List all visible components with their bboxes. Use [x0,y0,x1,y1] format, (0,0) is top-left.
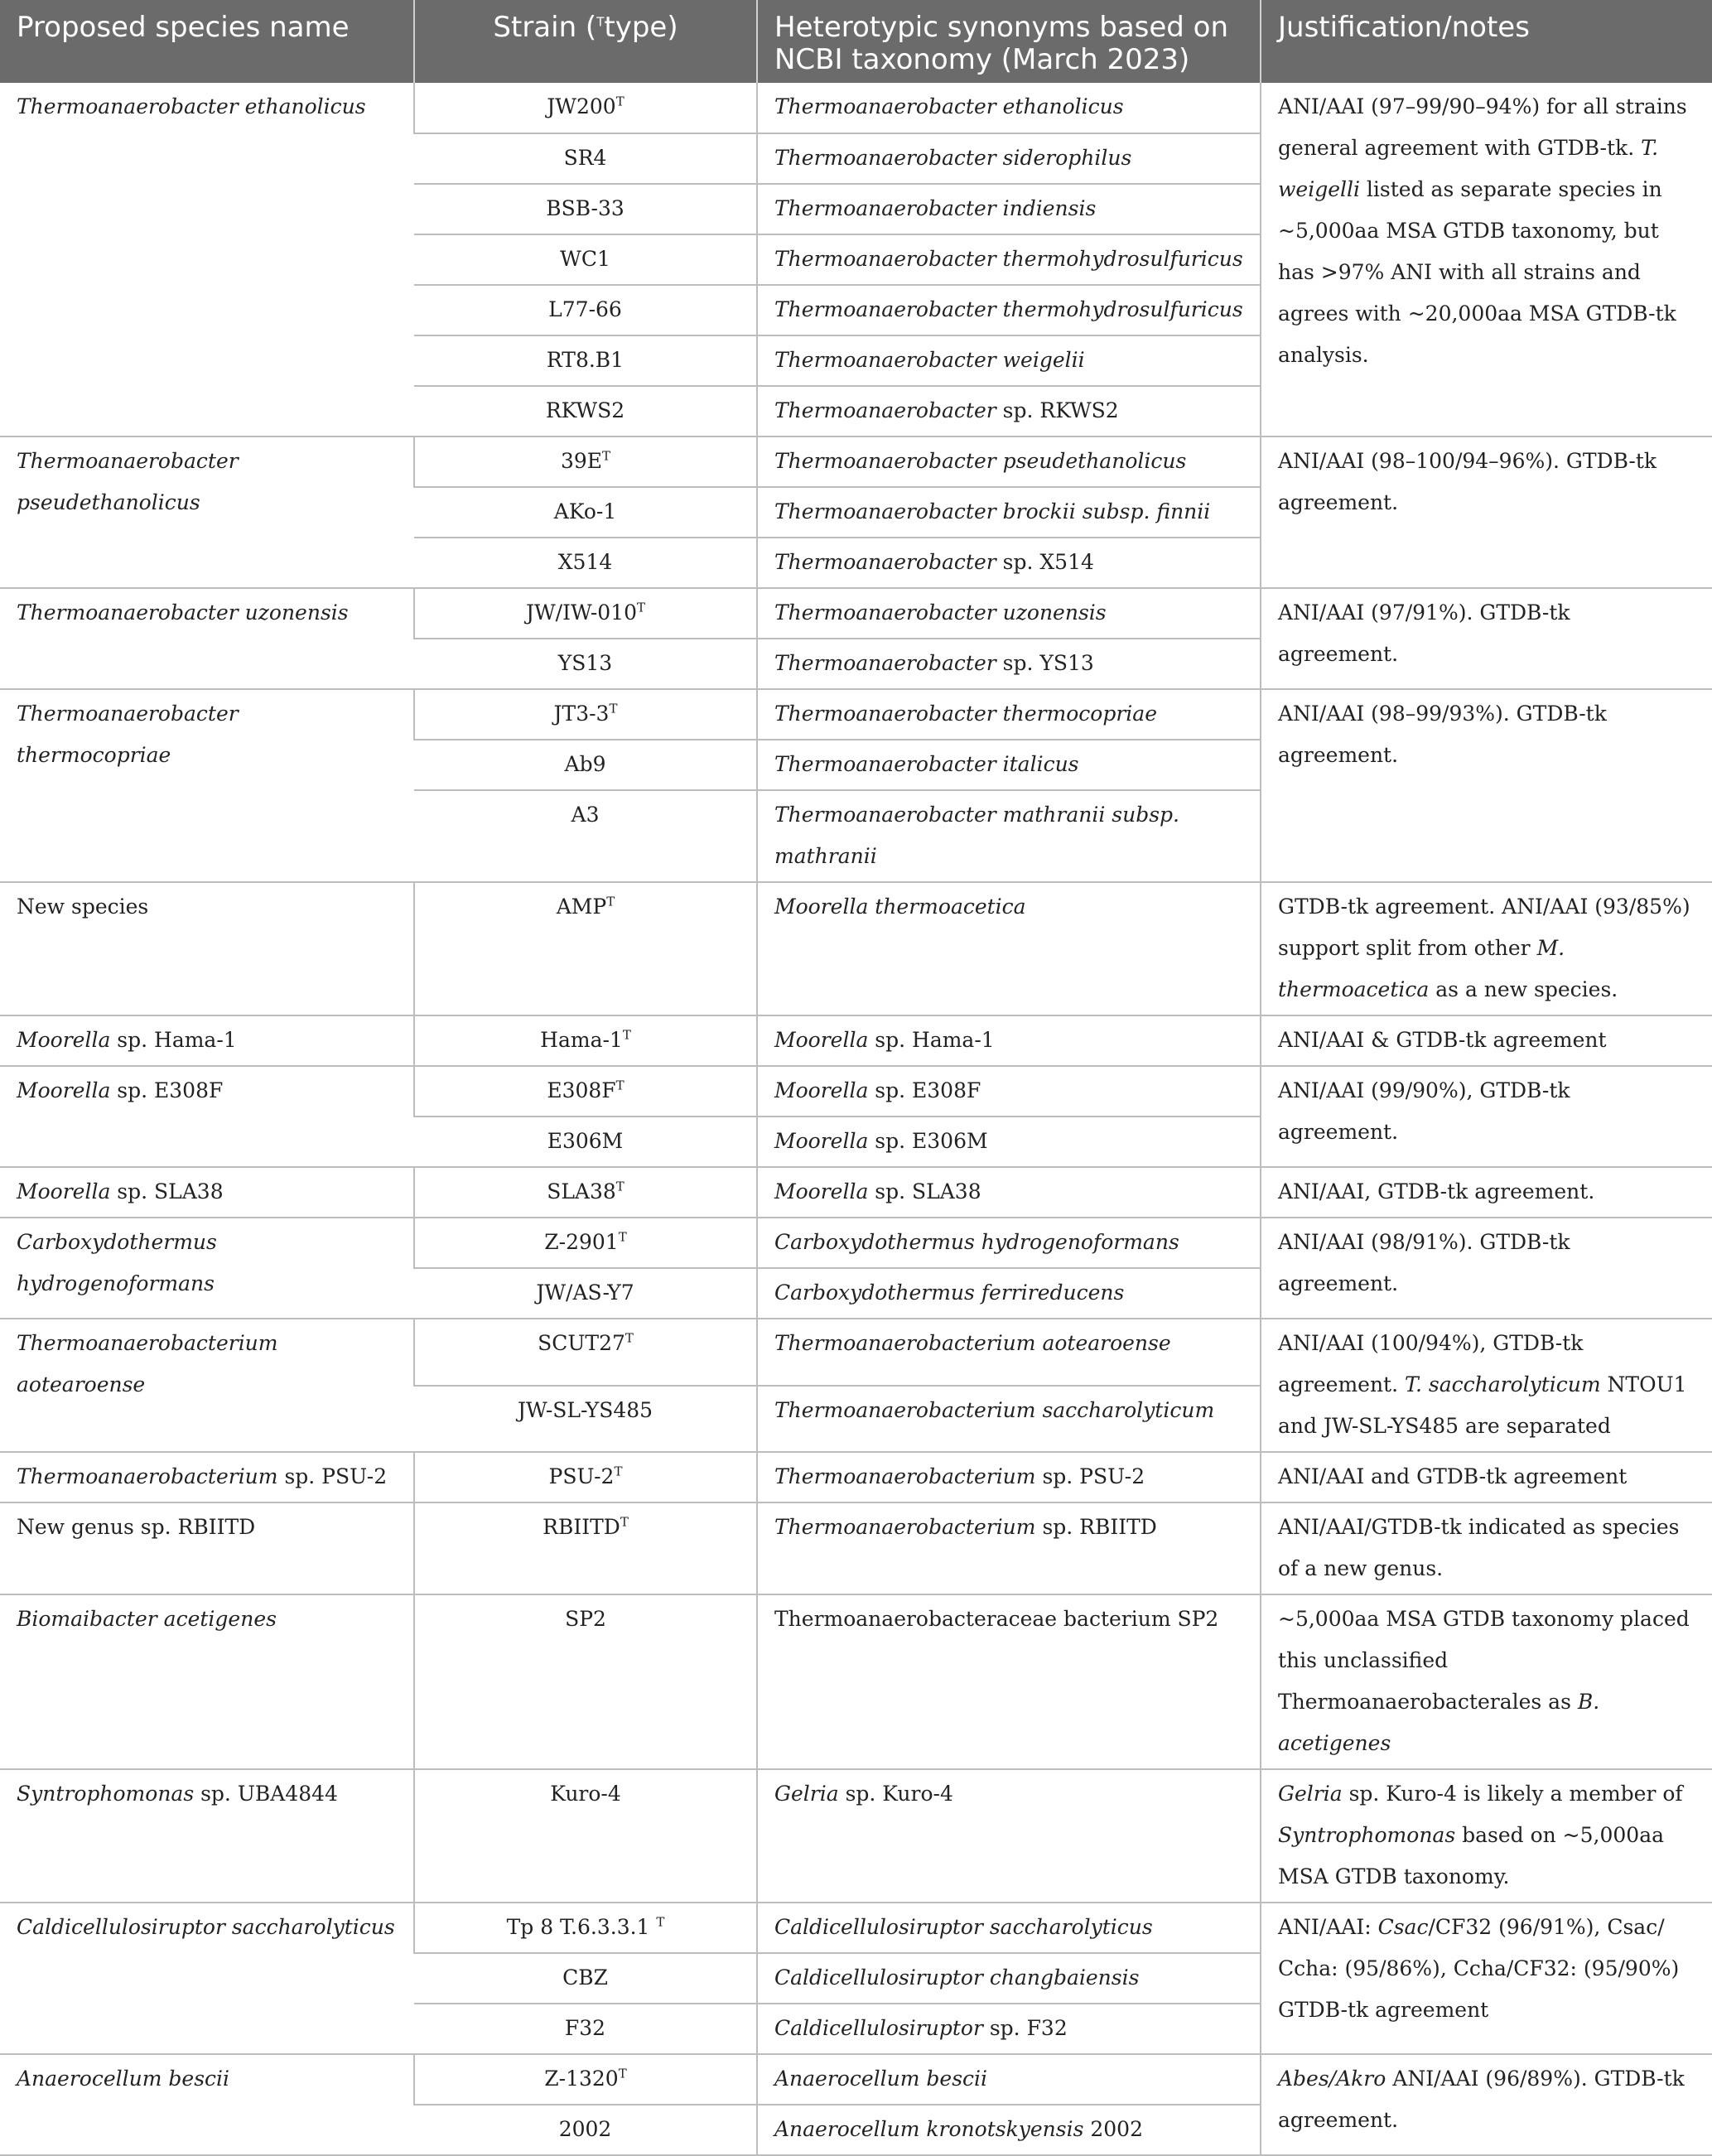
text-run: ANI/AAI (100/94%), GTDB-tk agreement. [1278,1331,1584,1396]
table-body [0,83,1712,2155]
text-run: Csac [1377,1915,1429,1939]
synonym-cell [757,234,1261,285]
strain-cell [414,386,757,437]
proposed-species-cell [0,1502,414,1594]
strain-name: Z-2901 [544,1230,619,1254]
table-row [0,1502,1712,1594]
text-run: sp. PSU-2 [277,1464,388,1488]
text-run: ~5,000aa MSA GTDB taxonomy placed this unclassified Thermoanaerobacterales as [1278,1607,1690,1714]
text-run: Caldicellulosiruptor [774,2016,983,2040]
justification-cell [1261,1502,1712,1594]
text-run: ANI/AAI (99/90%), GTDB-tk agreement. [1278,1078,1570,1144]
type-strain-marker: T [615,94,625,109]
text-run: Thermoanaerobacter weigelii [774,348,1085,372]
strain-name: RKWS2 [545,398,625,422]
strain-cell [414,1015,757,1066]
strain-cell [414,740,757,790]
text-run: Abes/Akro [1278,2067,1386,2091]
type-strain-marker: T [637,600,646,615]
synonym-cell [757,285,1261,335]
text-run: Anaerocellum bescii [17,2067,230,2091]
strain-name: RT8.B1 [546,348,625,372]
table-row [0,1066,1712,1117]
text-run: Moorella thermoacetica [774,895,1026,919]
synonym-cell [757,689,1261,740]
justification-cell [1261,588,1712,689]
synonym-cell [757,588,1261,639]
strain-cell [414,83,757,133]
text-run: Thermoanaerobacter brockii subsp. finnii [774,499,1211,523]
synonym-cell [757,2105,1261,2155]
proposed-species-cell [0,588,414,689]
text-run: Thermoanaerobacter [774,550,996,574]
table-row [0,1015,1712,1066]
text-run: Thermoanaerobacter pseudethanolicus [17,449,239,514]
synonym-cell [757,487,1261,538]
synonym-cell [757,2004,1261,2054]
text-run: Thermoanaerobacter thermohydrosulfuricus [774,247,1243,271]
table-row [0,1903,1712,1953]
header-strain-prefix: Strain ( [493,11,597,44]
strain-cell [414,2004,757,2054]
strain-name: JW200 [547,94,616,118]
strain-cell [414,1502,757,1594]
text-run: Thermoanaerobacter siderophilus [774,146,1132,170]
type-strain-marker: T [618,2066,627,2081]
proposed-species-cell [0,1319,414,1452]
justification-cell [1261,1218,1712,1319]
type-strain-marker: T [656,1914,665,1930]
synonym-cell [757,1502,1261,1594]
synonym-cell [757,335,1261,386]
synonym-cell [757,538,1261,588]
text-run: Moorella [774,1179,869,1203]
strain-name: CBZ [562,1965,608,1990]
synonym-cell [757,386,1261,437]
text-run: ANI/AAI (98–100/94–96%). GTDB-tk agreement. [1278,449,1657,514]
text-run: M. thermoacetica [1278,936,1565,1001]
strain-cell [414,689,757,740]
text-run: ANI/AAI and GTDB-tk agreement [1278,1464,1628,1488]
strain-cell [414,234,757,285]
text-run: sp. X514 [996,550,1094,574]
strain-cell [414,1319,757,1386]
strain-name: Hama-1 [540,1028,623,1052]
synonym-cell [757,639,1261,689]
text-run: Carboxydothermus hydrogenoformans [17,1230,217,1295]
strain-name: E308F [547,1078,616,1102]
synonym-cell [757,184,1261,234]
text-run: NTOU1 and JW-SL-YS485 are separated [1278,1372,1687,1438]
proposed-species-cell [0,1594,414,1769]
justification-cell [1261,882,1712,1015]
table-row [0,83,1712,133]
strain-name: SCUT27 [538,1331,625,1355]
justification-cell [1261,1015,1712,1066]
strain-name: JW/IW-010 [525,600,638,625]
synonym-cell [757,1953,1261,2004]
text-run: ANI/AAI (98/91%). GTDB-tk agreement. [1278,1230,1570,1295]
type-strain-marker: T [606,894,615,909]
text-run: New genus sp. RBIITD [17,1515,256,1539]
text-run: Carboxydothermus ferrireducens [774,1281,1125,1305]
justification-cell [1261,1452,1712,1502]
type-strain-marker: T [615,1179,625,1194]
text-run: listed as separate species in ~5,000aa MSA GTDB taxonomy, but has >97% ANI with all strains and agrees with ~20,000aa MSA GTDB-tk analysis. [1278,177,1676,367]
text-run: B. acetigenes [1278,1690,1600,1755]
strain-name: PSU-2 [548,1464,615,1488]
strain-name: AKo-1 [553,499,617,523]
text-run: ANI/AAI (97/91%). GTDB-tk agreement. [1278,600,1570,666]
synonym-cell [757,1015,1261,1066]
text-run: Moorella [17,1028,111,1052]
strain-name: 2002 [558,2117,612,2141]
table-header [0,0,1712,83]
proposed-species-cell [0,1903,414,2054]
strain-cell [414,335,757,386]
text-run: Thermoanaerobacter mathranii subsp. mathranii [774,803,1180,868]
synonym-cell [757,740,1261,790]
text-run: Thermoanaerobacter thermocopriae [17,702,239,767]
strain-name: SLA38 [547,1179,616,1203]
table-row [0,437,1712,487]
text-run: Moorella [774,1028,869,1052]
strain-cell [414,790,757,882]
text-run: Thermoanaerobacter pseudethanolicus [774,449,1187,473]
proposed-species-cell [0,437,414,588]
text-run: Thermoanaerobacter [774,398,996,422]
strain-cell [414,1218,757,1268]
strain-name: A3 [571,803,600,827]
justification-cell [1261,1319,1712,1452]
text-run: ANI/AAI: [1278,1915,1378,1939]
text-run: Anaerocellum bescii [774,2067,988,2091]
synonym-cell [757,1769,1261,1903]
synonym-cell [757,83,1261,133]
text-run: Gelria [774,1782,839,1806]
synonym-cell [757,1066,1261,1117]
strain-cell [414,1386,757,1453]
synonym-cell [757,1167,1261,1218]
text-run: T. saccharolyticum [1405,1372,1601,1396]
synonym-cell [757,2054,1261,2105]
strain-name: Z-1320 [544,2067,619,2091]
strain-name: Kuro-4 [550,1782,621,1806]
text-run: Moorella [17,1179,111,1203]
text-run: GTDB-tk agreement. ANI/AAI (93/85%) support split from other [1278,895,1690,960]
type-strain-marker: T [609,701,618,716]
strain-name: Ab9 [564,752,606,776]
text-run: Thermoanaerobacteraceae bacterium SP2 [774,1607,1219,1631]
text-run: sp. UBA4844 [194,1782,338,1806]
synonym-cell [757,1117,1261,1167]
text-run: Thermoanaerobacter ethanolicus [774,94,1124,118]
text-run: Thermoanaerobacter thermocopriae [774,702,1157,726]
text-run: ANI/AAI & GTDB-tk agreement [1278,1028,1607,1052]
text-run: based on ~5,000aa MSA GTDB taxonomy. [1278,1823,1665,1888]
text-run: sp. PSU-2 [1035,1464,1145,1488]
table-row [0,2054,1712,2105]
strain-name: BSB-33 [546,196,625,220]
text-run: New species [17,895,149,919]
justification-cell [1261,1594,1712,1769]
table-row [0,1319,1712,1386]
text-run: ANI/AAI, GTDB-tk agreement. [1278,1179,1595,1203]
text-run: Thermoanaerobacter ethanolicus [17,94,366,118]
type-strain-marker: T [615,1078,625,1093]
strain-name: 39E [560,449,603,473]
strain-cell [414,1167,757,1218]
text-run: Thermoanaerobacter indiensis [774,196,1097,220]
strain-cell [414,133,757,184]
text-run: sp. E308F [110,1078,224,1102]
text-run: sp. Kuro-4 is likely a member of [1342,1782,1683,1806]
text-run: sp. RKWS2 [996,398,1119,422]
strain-name: JW-SL-YS485 [517,1397,653,1422]
text-run: Thermoanaerobacter [774,651,996,675]
strain-cell [414,1594,757,1769]
text-run: sp. SLA38 [110,1179,224,1203]
proposed-species-cell [0,1167,414,1218]
text-run: Biomaibacter acetigenes [17,1607,277,1631]
text-run: sp. Hama-1 [110,1028,237,1052]
text-run: Thermoanaerobacter thermohydrosulfuricus [774,297,1243,321]
synonym-cell [757,1452,1261,1502]
text-run: ANI/AAI (97–99/90–94%) for all strains general agreement with GTDB-tk. [1278,94,1687,160]
text-run: Thermoanaerobacterium aotearoense [774,1331,1171,1355]
text-run: Caldicellulosiruptor saccharolyticus [774,1915,1153,1939]
proposed-species-cell [0,689,414,882]
synonym-cell [757,133,1261,184]
text-run: Thermoanaerobacterium [774,1515,1036,1539]
text-run: Thermoanaerobacterium saccharolyticum [774,1397,1215,1422]
type-strain-marker: T [618,1229,627,1245]
type-strain-marker: T [614,1464,623,1479]
synonym-cell [757,1594,1261,1769]
strain-cell [414,1117,757,1167]
strain-name: E306M [547,1129,624,1153]
table-row [0,1769,1712,1903]
synonym-cell [757,1268,1261,1319]
header-notes: Justification/notes [1261,0,1712,83]
table-row [0,689,1712,740]
strain-cell [414,588,757,639]
header-strain-suffix: type) [604,11,678,44]
strain-cell [414,1066,757,1117]
text-run: as a new species. [1429,977,1618,1001]
text-run: Thermoanaerobacterium aotearoense [17,1331,278,1396]
type-strain-marker: T [620,1514,629,1530]
type-strain-marker: T [622,1027,631,1043]
strain-name: L77-66 [548,297,622,321]
type-strain-marker: T [625,1330,634,1346]
proposed-species-cell [0,1015,414,1066]
strain-cell [414,487,757,538]
strain-cell [414,2105,757,2155]
text-run: sp. E306M [868,1129,988,1153]
header-proposed-species: Proposed species name [0,0,414,83]
proposed-species-cell [0,83,414,437]
text-run: Thermoanaerobacter italicus [774,752,1079,776]
strain-cell [414,184,757,234]
table-row [0,1452,1712,1502]
header-synonyms: Heterotypic synonyms based on NCBI taxonomy (March 2023) [757,0,1261,83]
strain-cell [414,2054,757,2105]
strain-name: SR4 [563,146,607,170]
proposed-species-cell [0,1066,414,1167]
proposed-species-cell [0,1452,414,1502]
synonym-cell [757,1386,1261,1453]
proposed-species-cell [0,2054,414,2155]
text-run: Caldicellulosiruptor changbaiensis [774,1965,1140,1990]
strain-cell [414,1903,757,1953]
text-run: Carboxydothermus hydrogenoformans [774,1230,1179,1254]
text-run: Moorella [774,1129,869,1153]
strain-cell [414,639,757,689]
justification-cell [1261,1769,1712,1903]
text-run: sp. Kuro-4 [838,1782,953,1806]
table-row [0,1594,1712,1769]
text-run: Thermoanaerobacterium [774,1464,1036,1488]
proposed-species-cell [0,1769,414,1903]
text-run: Thermoanaerobacterium [17,1464,278,1488]
text-run: Moorella [17,1078,111,1102]
text-run: Anaerocellum kronotskyensis [774,2117,1084,2141]
strain-cell [414,437,757,487]
table-row [0,1218,1712,1268]
strain-cell [414,882,757,1015]
synonym-cell [757,882,1261,1015]
strain-cell [414,1452,757,1502]
strain-cell [414,285,757,335]
text-run: Thermoanaerobacter uzonensis [17,600,349,625]
justification-cell [1261,1167,1712,1218]
text-run: Syntrophomonas [1278,1823,1456,1847]
text-run: sp. SLA38 [868,1179,981,1203]
strain-name: JT3-3 [553,702,610,726]
strain-name: YS13 [557,651,613,675]
strain-name: WC1 [560,247,610,271]
text-run: /CF32 (96/91%), Csac/ Ccha: (95/86%), Ccha/CF32: (95/90%) GTDB-tk agreement [1278,1915,1680,2022]
strain-cell [414,1268,757,1319]
table-row [0,588,1712,639]
justification-cell [1261,1903,1712,2054]
text-run: Thermoanaerobacter uzonensis [774,600,1107,625]
synonym-cell [757,1319,1261,1386]
text-run: ANI/AAI (98–99/93%). GTDB-tk agreement. [1278,702,1607,767]
justification-cell [1261,83,1712,437]
strain-cell [414,538,757,588]
strain-name: Tp 8 T.6.3.3.1 [506,1915,657,1939]
proposed-species-cell [0,882,414,1015]
header-strain-sup: T [596,14,605,30]
strain-cell [414,1953,757,2004]
strain-name: RBIITD [543,1515,620,1539]
strain-name: AMP [556,895,607,919]
text-run: sp. RBIITD [1035,1515,1157,1539]
strain-name: SP2 [565,1607,606,1631]
text-run: sp. E308F [868,1078,981,1102]
table-row [0,882,1712,1015]
text-run: sp. YS13 [996,651,1094,675]
text-run: ANI/AAI (96/89%). GTDB-tk agreement. [1278,2067,1685,2132]
proposed-species-cell [0,1218,414,1319]
strain-name: F32 [564,2016,606,2040]
text-run: sp. Hama-1 [868,1028,995,1052]
synonym-cell [757,1218,1261,1268]
justification-cell [1261,2054,1712,2155]
text-run: ANI/AAI/GTDB-tk indicated as species of a new genus. [1278,1515,1680,1580]
synonym-cell [757,437,1261,487]
synonym-cell [757,790,1261,882]
text-run: 2002 [1083,2117,1143,2141]
text-run: Moorella [774,1078,869,1102]
text-run: T. weigelli [1278,136,1659,201]
text-run: Caldicellulosiruptor saccharolyticus [17,1915,395,1939]
header-strain [414,0,757,83]
justification-cell [1261,437,1712,588]
justification-cell [1261,1066,1712,1167]
text-run: Gelria [1278,1782,1343,1806]
type-strain-marker: T [602,448,611,464]
justification-cell [1261,689,1712,882]
text-run: Syntrophomonas [17,1782,195,1806]
strain-cell [414,1769,757,1903]
table-row [0,1167,1712,1218]
text-run: sp. F32 [982,2016,1068,2040]
synonym-cell [757,1903,1261,1953]
strain-name: JW/AS-Y7 [536,1281,634,1305]
strain-name: X514 [557,550,613,574]
